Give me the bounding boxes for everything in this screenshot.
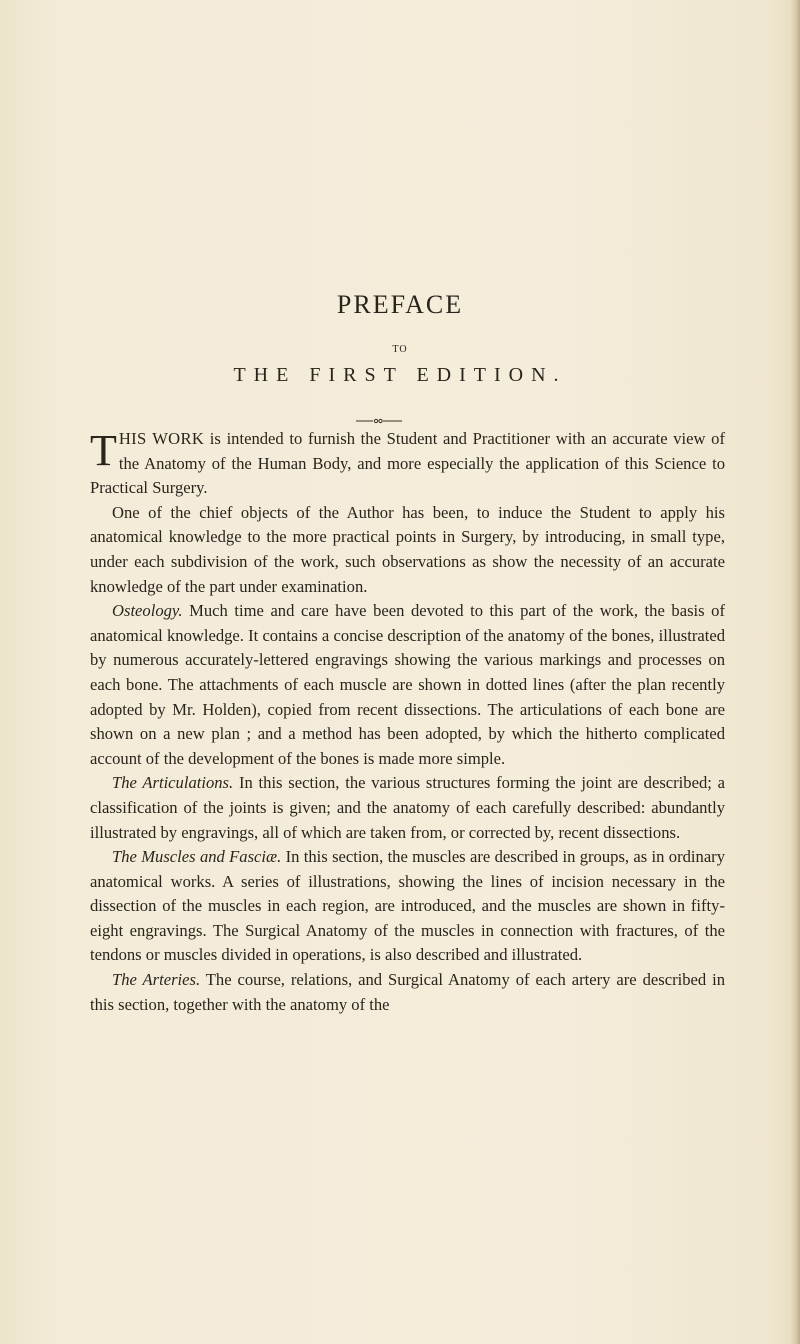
section-lead-muscles: The Muscles and Fasciæ.: [112, 847, 282, 867]
rule-ornament-icon: [356, 418, 402, 424]
page-title: PREFACE: [336, 290, 464, 319]
paragraph-6: [90, 968, 725, 1017]
drop-cap: T: [90, 426, 117, 475]
opening-words: HIS WORK: [118, 429, 205, 448]
section-lead-arteries: The Arteries.: [112, 970, 201, 990]
paragraph-2-text: One of the chief objects of the Author has been, to induce the Student to apply his anatomical knowledge to the more practical points in Surgery, by introducing, in small type, under each subdivision of the work, such observations as show the necessity of an accurate knowledge of the part under examination.: [90, 502, 725, 596]
paragraph-3: [90, 599, 725, 771]
paragraph-5: [90, 845, 725, 968]
paragraph-3-text: Much time and care have been devoted to this part of the work, the basis of anatomical knowledge. It contains a concise description of the anatomy of the bones, illustrated by numerous accurately-lettered engravings showing the various markings and processes on each bone. The attachments of each muscle are shown in dotted lines (after the plan recently adopted by Mr. Holden), copied from recent dissections. The articulations of each bone are shown on a new plan ; and a method has been adopted, by which the hitherto complicated account of the development of the bones is made more simple.: [90, 601, 725, 768]
paragraph-1-text: is intended to furnish the Student and Practitioner with an accurate view of the Anatomy of the Human Body, and more especially the application of this Science to Practical Surgery.: [90, 429, 726, 498]
section-lead-osteology: Osteology.: [112, 601, 183, 621]
page-subtitle: THE FIRST EDITION.: [233, 364, 567, 386]
preface-body: [90, 427, 725, 1017]
paragraph-4: [90, 771, 725, 845]
paragraph-2: [90, 501, 725, 599]
paragraph-4-text: In this section, the various structures forming the joint are described; a classification of the joints is given; and the anatomy of each carefully described: abundantly illustrated by engravings, all of which are taken from, or corrected by, recent dissections.: [90, 773, 725, 842]
paragraph-1: [90, 427, 725, 501]
paragraph-5-text: In this section, the muscles are described in groups, as in ordinary anatomical works. A series of illustrations, showing the lines of incision necessary in the dissection of the muscles in each region, are introduced, and the muscles are shown in fifty-eight engravings. The Surgical Anatomy of the muscles in connection with fractures, of the tendons or muscles divided in operations, is also described and illustrated.: [90, 847, 726, 965]
section-lead-articulations: The Articulations.: [112, 773, 234, 793]
paragraph-6-text: The course, relations, and Surgical Anatomy of each artery are described in this section, together with the anatomy of the: [90, 970, 725, 1014]
page-edge-shadow: [790, 0, 800, 1344]
heading-to: TO: [392, 344, 408, 355]
